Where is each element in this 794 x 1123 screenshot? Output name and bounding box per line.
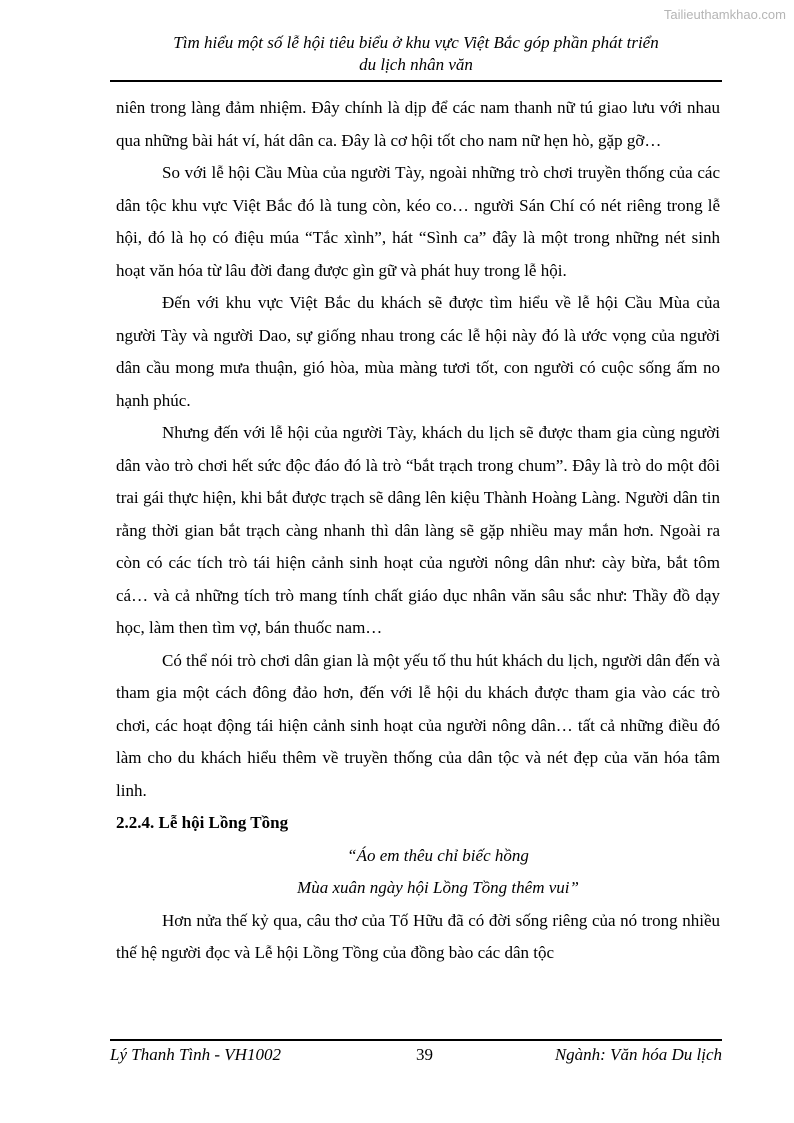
page-number: 39 xyxy=(416,1045,433,1064)
footer-divider xyxy=(110,1039,722,1041)
document-body xyxy=(116,92,720,970)
header-title-line1: Tìm hiểu một số lễ hội tiêu biểu ở khu vực Việt Bắc góp phần phát triển xyxy=(173,33,659,52)
paragraph: Đến với khu vực Việt Bắc du khách sẽ được tìm hiểu về lễ hội Cầu Mùa của người Tày và người Dao, sự giống nhau trong các lễ hội này đó là ước vọng của người dân cầu mong mưa thuận, gió hòa, mùa màng tươi tốt, con người có cuộc sống ấm no hạnh phúc. xyxy=(116,293,720,410)
header-divider xyxy=(110,80,722,82)
watermark: Tailieuthamkhao.com xyxy=(663,7,786,22)
page-header xyxy=(110,32,722,76)
section-heading: 2.2.4. Lễ hội Lồng Tồng xyxy=(116,813,289,832)
footer-major: Ngành: Văn hóa Du lịch xyxy=(554,1045,722,1064)
paragraph: niên trong làng đảm nhiệm. Đây chính là dịp để các nam thanh nữ tú giao lưu với nhau qua những bài hát ví, hát dân ca. Đây là cơ hội tốt cho nam nữ hẹn hò, gặp gỡ… xyxy=(116,98,720,150)
paragraph: Hơn nửa thế kỷ qua, câu thơ của Tố Hữu đã có đời sống riêng của nó trong nhiều thế hệ người đọc và Lễ hội Lồng Tồng của đồng bào các dân tộc xyxy=(116,910,720,962)
paragraph: Nhưng đến với lễ hội của người Tày, khách du lịch sẽ được tham gia cùng người dân vào trò chơi hết sức độc đáo đó là trò “bắt trạch trong chum”. Đây là trò do một đôi trai gái thực hiện, khi bắt được trạch sẽ dâng lên kiệu Thành Hoàng Làng. Người dân tin rằng thời gian bắt trạch càng nhanh thì dân làng sẽ gặp nhiều may mắn hơn. Ngoài ra còn có các tích trò tái hiện cảnh sinh hoạt của người nông dân như: cày bừa, bắt tôm cá… và cả những tích trò mang tính chất giáo dục nhân văn sâu sắc như: Thầy đồ dạy học, làm then tìm vợ, bán thuốc nam… xyxy=(116,423,720,637)
verse-line: “Áo em thêu chỉ biếc hồng xyxy=(347,845,529,865)
header-title-line2: du lịch nhân văn xyxy=(359,55,473,74)
verse-line: Mùa xuân ngày hội Lồng Tồng thêm vui” xyxy=(297,878,579,897)
paragraph: Có thể nói trò chơi dân gian là một yếu tố thu hút khách du lịch, người dân đến và tham gia một cách đông đảo hơn, đến với lễ hội du khách được tham gia vào các trò chơi, các hoạt động tái hiện cảnh sinh hoạt của người nông dân… tất cả những điều đó làm cho du khách hiểu thêm về truyền thống của dân tộc và nét đẹp của văn hóa tâm linh. xyxy=(116,650,720,800)
paragraph: So với lễ hội Cầu Mùa của người Tày, ngoài những trò chơi truyền thống của các dân tộc khu vực Việt Bắc đó là tung còn, kéo co… người Sán Chí có nét riêng trong lễ hội, đó là họ có điệu múa “Tắc xình”, hát “Sình ca” đây là một trong những nét sinh hoạt văn hóa từ lâu đời đang được gìn gữ và phát huy trong lễ hội. xyxy=(116,163,720,280)
footer-author: Lý Thanh Tình - VH1002 xyxy=(110,1045,281,1064)
